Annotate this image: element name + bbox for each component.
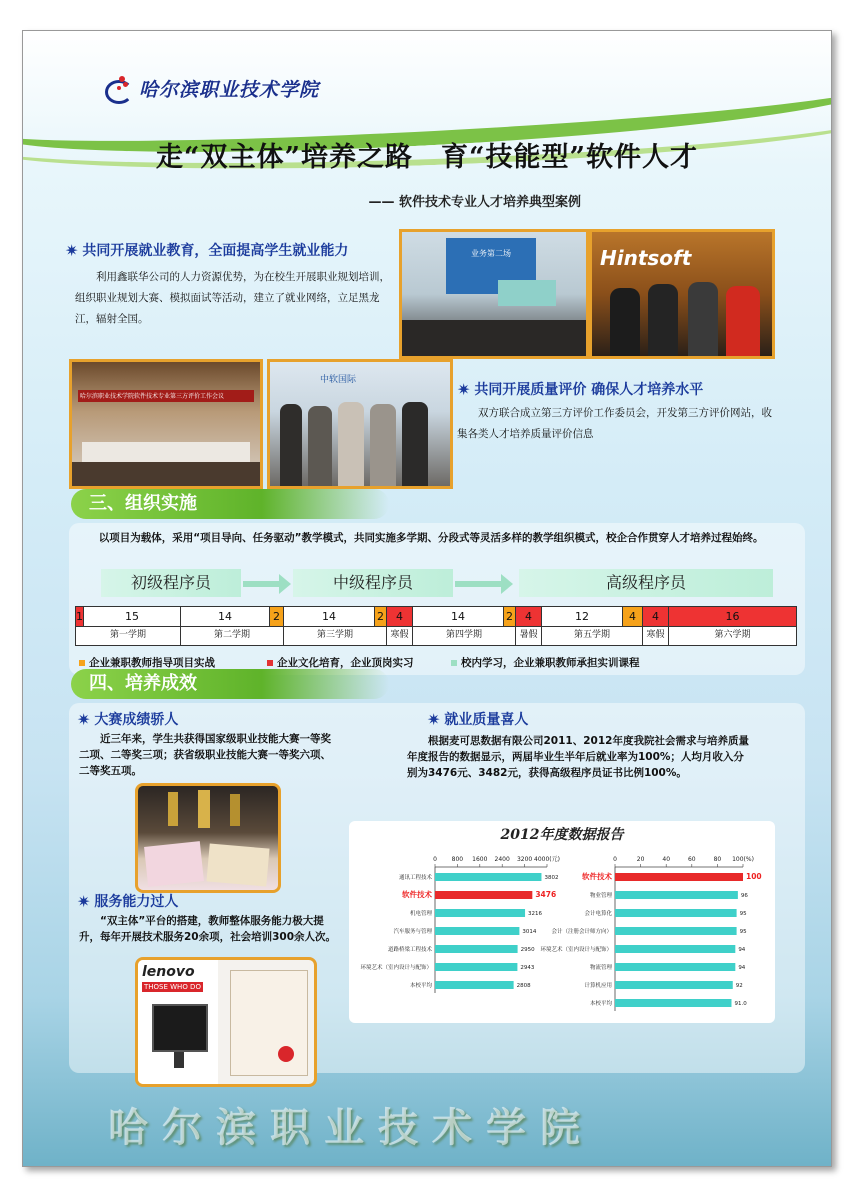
poster-subtitle: —— 软件技术专业人才培养典型案例	[368, 195, 581, 210]
timeline-cell: 2	[270, 607, 284, 626]
data-bar	[615, 909, 737, 917]
contest-body: 近三年来，学生共获得国家级职业技能大赛一等奖二项、二等奖三项；获省级职业技能大赛一等奖六项、二等奖五项。	[79, 733, 331, 777]
data-bar	[435, 873, 541, 881]
service-heading-text: 服务能力过人	[94, 894, 179, 910]
data-bar	[615, 927, 737, 935]
x-tick-label: 100(%)	[732, 856, 754, 863]
data-value-label: 3476	[535, 890, 557, 899]
data-value-label: 96	[740, 893, 748, 899]
data-bar	[615, 891, 738, 899]
timeline-cell: 4	[623, 607, 643, 626]
category-label: 会计电算化	[584, 911, 612, 917]
legend-swatch	[451, 660, 457, 666]
timeline-semester-row	[76, 626, 796, 645]
category-label: 软件技术	[402, 890, 432, 899]
timeline-cell: 4	[643, 607, 669, 626]
semester-label: 第五学期	[542, 626, 643, 645]
classroom-sign: 业务第二场	[471, 249, 511, 258]
data-bar	[435, 963, 517, 971]
timeline-cell: 12	[542, 607, 623, 626]
data-bar	[435, 909, 525, 917]
stage-arrow-line	[455, 581, 503, 587]
data-value-label: 100	[746, 872, 762, 881]
legend-item	[79, 655, 215, 670]
snowflake-bullet-icon: ✷	[427, 709, 441, 729]
data-bar	[615, 999, 731, 1007]
timeline-cell: 15	[84, 607, 181, 626]
timeline-cell: 2	[375, 607, 387, 626]
timeline-cell: 4	[387, 607, 413, 626]
data-value-label: 95	[739, 929, 747, 935]
hintsoft-sign: Hintsoft	[600, 246, 692, 270]
lenovo-slogan: THOSE WHO DO	[144, 983, 201, 991]
x-tick-label: 1600	[472, 856, 488, 863]
classroom-photo	[399, 229, 589, 359]
contest-heading	[77, 709, 178, 729]
quality-evaluation-body: 双方联合成立第三方评价工作委员会，开发第三方评价网站，收集各类人才培养质量评价信息	[457, 407, 772, 440]
data-bar	[435, 891, 532, 899]
x-tick-label: 60	[687, 856, 696, 863]
data-bar	[615, 963, 735, 971]
category-label: 软件技术	[582, 872, 612, 881]
income-bar-chart	[360, 856, 559, 993]
legend-item	[451, 655, 640, 670]
data-value-label: 2943	[520, 965, 535, 971]
company-group-photo	[267, 359, 453, 489]
timeline-cell: 14	[181, 607, 270, 626]
category-label: 物流管理	[589, 965, 612, 971]
x-tick-label: 0	[613, 856, 617, 863]
semester-label: 寒假	[643, 626, 669, 645]
hintsoft-group-photo	[589, 229, 775, 359]
data-report-chart	[349, 821, 775, 1023]
logo-text: 哈尔滨职业技术学院	[139, 79, 320, 101]
service-heading	[77, 891, 178, 911]
data-bar	[435, 945, 518, 953]
timeline-cell: 14	[284, 607, 375, 626]
data-value-label: 3216	[528, 911, 543, 917]
category-label: 环境艺术（室内设计与配饰）	[360, 965, 432, 971]
legend-text: 企业文化培育，企业顶岗实习	[277, 657, 414, 669]
data-value-label: 95	[739, 911, 747, 917]
quality-evaluation-heading-text: 共同开展质量评价 确保人才培养水平	[474, 382, 704, 398]
contest-heading-text: 大赛成绩骄人	[94, 712, 179, 728]
timeline-cell: 1	[76, 607, 84, 626]
timeline-cell: 4	[516, 607, 542, 626]
timeline-cell: 14	[413, 607, 504, 626]
category-label: 环境艺术（室内设计与配饰）	[540, 947, 612, 953]
school-name-watermark: 哈尔滨职业技术学院	[108, 1104, 594, 1151]
report-title: 2012年度数据报告	[500, 827, 624, 843]
semester-timeline	[75, 606, 797, 646]
section4-heading: 四、培养成效	[71, 669, 389, 699]
employment-quality-heading	[427, 709, 528, 729]
category-label: 本校平均	[589, 1001, 612, 1007]
stage-senior: 高级程序员	[519, 569, 773, 597]
logo-emblem-icon	[103, 76, 133, 102]
service-body: “双主体”平台的搭建，教师整体服务能力极大提升，每年开展技术服务20余项，社会培训300余人次。	[79, 915, 337, 943]
timeline-cell: 2	[504, 607, 516, 626]
employment-quality-heading-text: 就业质量喜人	[444, 712, 529, 728]
snowflake-bullet-icon: ✷	[457, 379, 471, 399]
data-value-label: 3802	[544, 875, 559, 881]
stage-arrow-icon	[501, 574, 513, 594]
data-value-label: 94	[738, 947, 746, 953]
data-value-label: 3014	[522, 929, 537, 935]
section3-body: 以项目为载体，采用“项目导向、任务驱动”教学模式，共同实施多学期、分段式等灵活多样的教学组织模式，校企合作贯穿人才培养过程始终。	[98, 532, 764, 544]
category-label: 会计（注册会计师方向）	[551, 929, 612, 935]
report-svg	[349, 821, 775, 1023]
legend-text: 企业兼职教师指导项目实战	[89, 657, 215, 669]
semester-label: 第三学期	[284, 626, 387, 645]
data-bar	[615, 981, 733, 989]
semester-label: 第一学期	[76, 626, 181, 645]
x-tick-label: 80	[713, 856, 722, 863]
category-label: 机电管理	[409, 911, 432, 917]
data-value-label: 94	[738, 965, 746, 971]
snowflake-bullet-icon: ✷	[77, 709, 91, 729]
data-bar	[615, 873, 743, 881]
x-tick-label: 2400	[494, 856, 510, 863]
employment-rate-bar-chart	[540, 856, 761, 1011]
company-sign: 中软国际	[320, 375, 357, 385]
employment-education-heading	[65, 240, 348, 260]
category-label: 物业管理	[589, 893, 612, 899]
data-bar	[615, 945, 735, 953]
meeting-banner: 哈尔滨职业技术学院软件技术专业第三方评价工作会议	[80, 393, 225, 400]
section3-heading: 三、组织实施	[71, 489, 389, 519]
x-tick-label: 800	[451, 856, 464, 863]
employment-education-body: 利用鑫联华公司的人力资源优势，为在校生开展职业规划培训，组织职业规划大赛、模拟面试等活动，建立了就业网络，立足黑龙江，辐射全国。	[75, 271, 390, 325]
snowflake-bullet-icon: ✷	[77, 891, 91, 911]
category-label: 道路桥梁工程技术	[387, 947, 432, 953]
data-value-label: 91.0	[734, 1001, 747, 1007]
stage-arrow-icon	[279, 574, 291, 594]
category-label: 本校平均	[409, 983, 432, 989]
school-logo	[103, 75, 319, 102]
category-label: 通讯工程技术	[398, 875, 432, 881]
x-tick-label: 0	[433, 856, 437, 863]
poster	[22, 30, 832, 1167]
employment-education-heading-text: 共同开展就业教育，全面提高学生就业能力	[82, 243, 349, 259]
stage-junior: 初级程序员	[101, 569, 241, 597]
lenovo-certificate-photo	[135, 957, 317, 1087]
category-label: 汽车服务与管理	[393, 929, 432, 935]
data-bar	[435, 927, 519, 935]
stage-arrow-line	[243, 581, 281, 587]
x-tick-label: 20	[636, 856, 645, 863]
quality-evaluation-heading	[457, 379, 703, 399]
semester-label: 寒假	[387, 626, 413, 645]
poster-title: 走“双主体”培养之路 育“技能型”软件人才	[155, 142, 699, 173]
category-label: 计算机应用	[584, 983, 612, 989]
meeting-photo	[69, 359, 263, 489]
legend-swatch	[267, 660, 273, 666]
legend-item	[267, 655, 414, 670]
semester-label: 第四学期	[413, 626, 516, 645]
employment-quality-body: 根据麦可思数据有限公司2011、2012年度我院社会需求与培养质量年度报告的数据显示，两届毕业生半年后就业率为100%；人均月收入分别为3476元、3482元，获得高级程序员证书比例100%。	[407, 735, 749, 779]
stage-middle: 中级程序员	[293, 569, 453, 597]
data-bar	[435, 981, 514, 989]
x-tick-label: 4000(元)	[534, 856, 560, 863]
x-tick-label: 40	[662, 856, 671, 863]
timeline-cell: 16	[669, 607, 796, 626]
semester-label: 暑假	[516, 626, 542, 645]
snowflake-bullet-icon: ✷	[65, 240, 79, 260]
timeline-weeks-row	[76, 607, 796, 627]
x-tick-label: 3200	[516, 856, 533, 863]
legend-swatch	[79, 660, 85, 666]
lenovo-logo-text: lenovo	[142, 964, 195, 980]
data-value-label: 2808	[516, 983, 531, 989]
data-value-label: 92	[735, 983, 743, 989]
data-value-label: 2950	[520, 947, 535, 953]
semester-label: 第二学期	[181, 626, 284, 645]
awards-photo	[135, 783, 281, 893]
semester-label: 第六学期	[714, 630, 751, 640]
legend-text: 校内学习，企业兼职教师承担实训课程	[461, 657, 640, 669]
